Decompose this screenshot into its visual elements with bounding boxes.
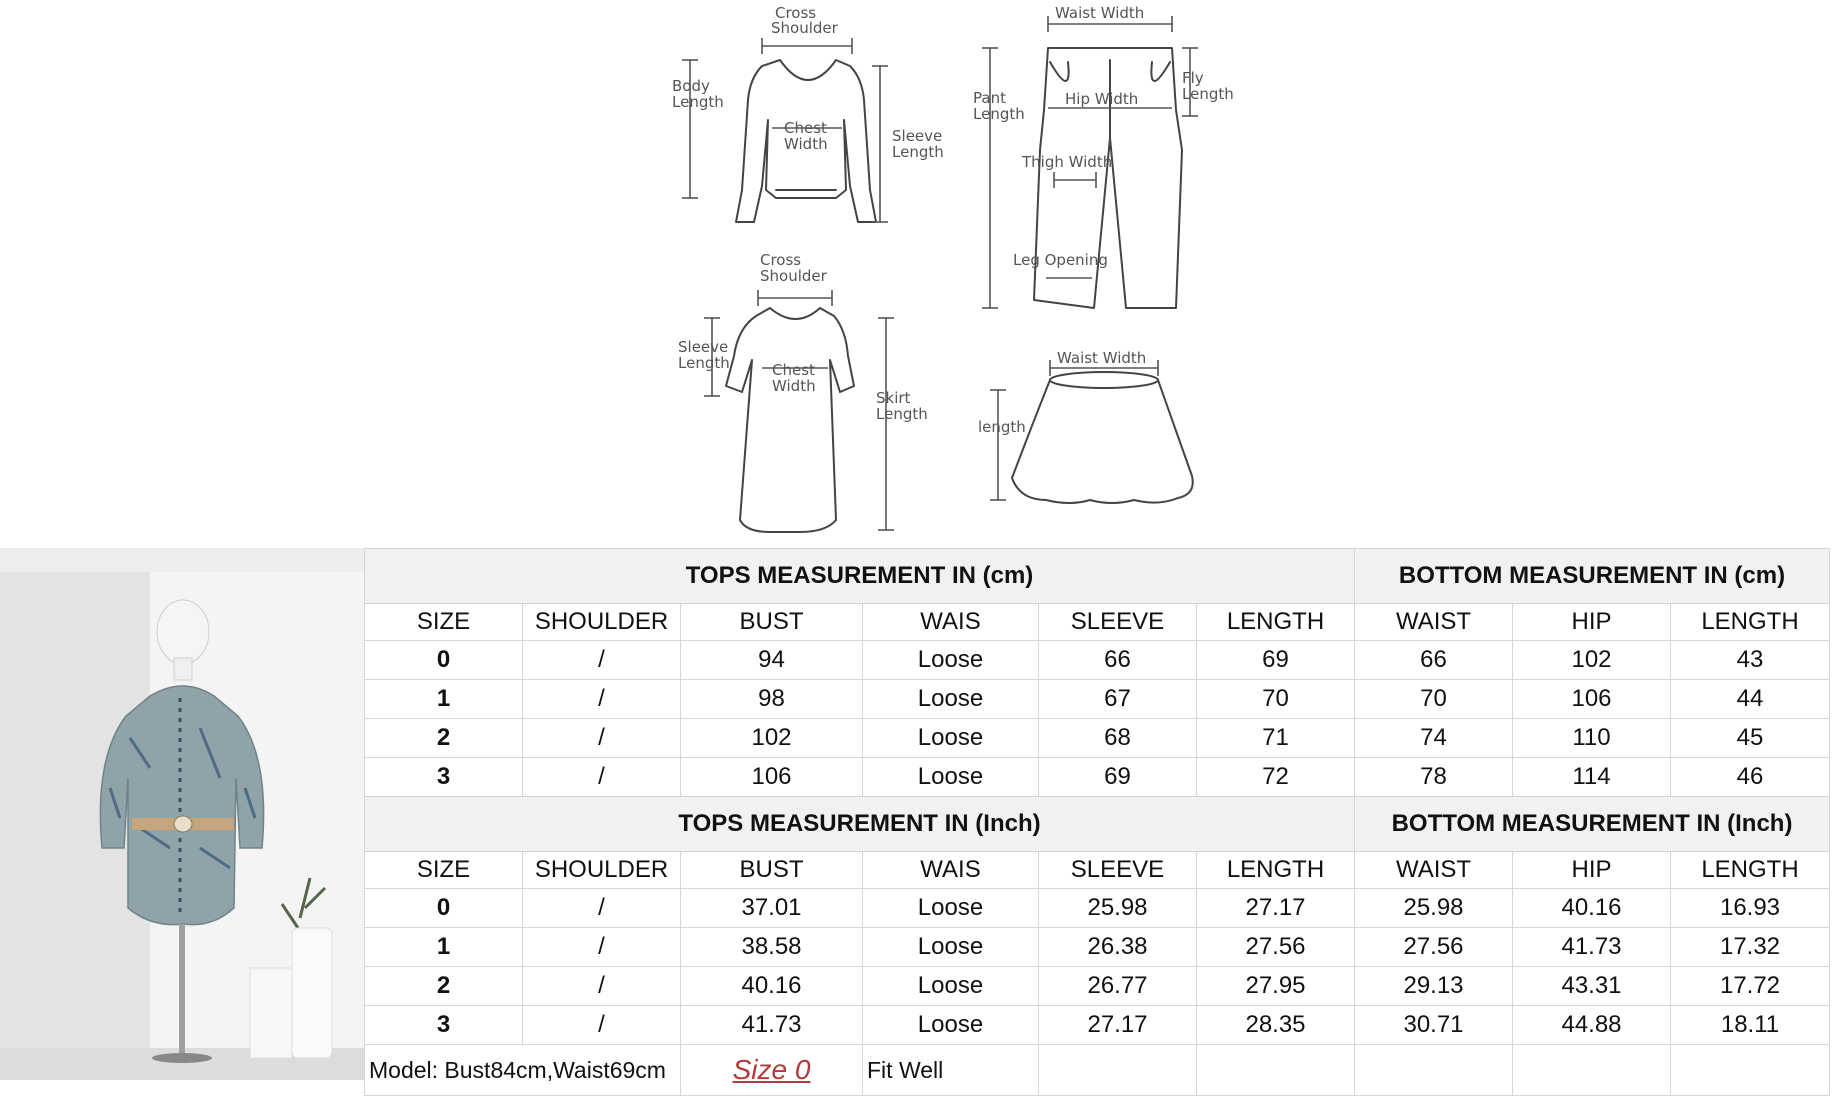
table-cell: 18.11	[1671, 1006, 1830, 1045]
table-cell: 41.73	[1513, 928, 1671, 967]
dress-diagram	[678, 251, 928, 532]
table-cell: /	[523, 680, 681, 719]
cm-row-size-2	[365, 719, 1830, 758]
table-cell: 1	[365, 680, 523, 719]
dress-skirt-label-1: Skirt	[876, 389, 911, 407]
inch-row-size-3	[365, 1006, 1830, 1045]
table-cell: 16.93	[1671, 889, 1830, 928]
pants-length-label-2: Length	[973, 105, 1025, 123]
top-cross-label-1: Cross	[775, 4, 817, 22]
empty-cell	[1197, 1045, 1355, 1096]
table-cell: 66	[1039, 641, 1197, 680]
pants-hip-label: Hip Width	[1065, 90, 1139, 108]
cm-header-bust: BUST	[681, 604, 863, 641]
cm-row-size-0	[365, 641, 1830, 680]
bottom-inch-title: BOTTOM MEASUREMENT IN (Inch)	[1355, 797, 1830, 852]
table-cell: 27.17	[1197, 889, 1355, 928]
cm-column-headers	[365, 604, 1830, 641]
pants-length-label-1: Pant	[973, 89, 1006, 107]
table-cell: 29.13	[1355, 967, 1513, 1006]
dress-sleeve-label-1: Sleeve	[678, 338, 729, 356]
inch-header-length: LENGTH	[1197, 852, 1355, 889]
table-cell: Loose	[863, 889, 1039, 928]
table-cell: 44	[1671, 680, 1830, 719]
table-cell: 38.58	[681, 928, 863, 967]
table-cell: /	[523, 641, 681, 680]
table-cell: 17.32	[1671, 928, 1830, 967]
table-cell: /	[523, 758, 681, 797]
cm-header-waist: WAIST	[1355, 604, 1513, 641]
top-chest-label-1: Chest	[784, 119, 827, 137]
table-cell: 70	[1355, 680, 1513, 719]
table-cell: 94	[681, 641, 863, 680]
model-size-cell	[681, 1045, 863, 1096]
table-cell: 17.72	[1671, 967, 1830, 1006]
dress-cross-label-1: Cross	[760, 251, 802, 269]
table-cell: 37.01	[681, 889, 863, 928]
skirt-waist-label: Waist Width	[1057, 349, 1147, 367]
empty-cell	[1513, 1045, 1671, 1096]
table-cell: 0	[365, 641, 523, 680]
inch-header-sleeve: SLEEVE	[1039, 852, 1197, 889]
top-garment-diagram	[672, 4, 944, 222]
bottom-cm-title: BOTTOM MEASUREMENT IN (cm)	[1355, 549, 1830, 604]
table-cell: 26.38	[1039, 928, 1197, 967]
table-cell: Loose	[863, 719, 1039, 758]
table-cell: 26.77	[1039, 967, 1197, 1006]
top-chest-label-2: Width	[784, 135, 828, 153]
table-cell: 66	[1355, 641, 1513, 680]
top-body-label-1: Body	[672, 77, 710, 95]
table-cell: /	[523, 889, 681, 928]
inch-header-waist: WAIST	[1355, 852, 1513, 889]
cm-header-wais: WAIS	[863, 604, 1039, 641]
table-cell: 69	[1039, 758, 1197, 797]
table-cell: 102	[681, 719, 863, 758]
table-cell: 27.17	[1039, 1006, 1197, 1045]
cm-row-size-1	[365, 680, 1830, 719]
inch-column-headers	[365, 852, 1830, 889]
table-cell: 43	[1671, 641, 1830, 680]
inch-row-size-0	[365, 889, 1830, 928]
top-sleeve-label-1: Sleeve	[892, 127, 943, 145]
table-cell: 27.56	[1355, 928, 1513, 967]
pants-leg-label: Leg Opening	[1013, 251, 1108, 269]
inch-header-shoulder: SHOULDER	[523, 852, 681, 889]
table-cell: 2	[365, 967, 523, 1006]
table-cell: Loose	[863, 680, 1039, 719]
table-cell: 2	[365, 719, 523, 758]
pants-fly-label-1: Fly	[1182, 69, 1204, 87]
table-cell: 41.73	[681, 1006, 863, 1045]
table-cell: /	[523, 928, 681, 967]
cm-header-length: LENGTH	[1197, 604, 1355, 641]
table-cell: /	[523, 1006, 681, 1045]
pants-waist-label: Waist Width	[1055, 4, 1145, 22]
table-cell: 110	[1513, 719, 1671, 758]
table-cell: 78	[1355, 758, 1513, 797]
table-cell: 69	[1197, 641, 1355, 680]
top-sleeve-label-2: Length	[892, 143, 944, 161]
table-cell: 3	[365, 758, 523, 797]
pants-diagram	[973, 4, 1234, 308]
table-cell: 74	[1355, 719, 1513, 758]
table-cell: 102	[1513, 641, 1671, 680]
tops-cm-title: TOPS MEASUREMENT IN (cm)	[365, 549, 1355, 604]
table-cell: 71	[1197, 719, 1355, 758]
table-cell: 114	[1513, 758, 1671, 797]
table-cell: 70	[1197, 680, 1355, 719]
table-cell: 40.16	[1513, 889, 1671, 928]
cm-header-sleeve: SLEEVE	[1039, 604, 1197, 641]
inch-section-header	[365, 797, 1830, 852]
model-size: Size 0	[732, 1054, 811, 1085]
inch-header-wais: WAIS	[863, 852, 1039, 889]
inch-header-size: SIZE	[365, 852, 523, 889]
dress-chest-label-1: Chest	[772, 361, 815, 379]
model-info-row	[365, 1045, 1830, 1096]
dress-skirt-label-2: Length	[876, 405, 928, 423]
table-cell: 98	[681, 680, 863, 719]
table-cell: 45	[1671, 719, 1830, 758]
table-cell: 27.56	[1197, 928, 1355, 967]
tops-inch-title: TOPS MEASUREMENT IN (Inch)	[365, 797, 1355, 852]
empty-cell	[1671, 1045, 1830, 1096]
table-cell: 30.71	[1355, 1006, 1513, 1045]
table-cell: /	[523, 967, 681, 1006]
model-fit: Fit Well	[863, 1045, 1039, 1096]
cm-header-hip: HIP	[1513, 604, 1671, 641]
model-measurements: Model: Bust84cm,Waist69cm	[365, 1045, 681, 1096]
cm-header-bottom-length: LENGTH	[1671, 604, 1830, 641]
table-cell: 67	[1039, 680, 1197, 719]
dress-chest-label-2: Width	[772, 377, 816, 395]
cm-header-shoulder: SHOULDER	[523, 604, 681, 641]
skirt-length-label: length	[978, 418, 1026, 436]
table-cell: 27.95	[1197, 967, 1355, 1006]
skirt-diagram	[978, 349, 1193, 503]
table-cell: 68	[1039, 719, 1197, 758]
empty-cell	[1355, 1045, 1513, 1096]
table-cell: 72	[1197, 758, 1355, 797]
cm-row-size-3	[365, 758, 1830, 797]
dress-cross-label-2: Shoulder	[760, 267, 827, 285]
table-cell: Loose	[863, 1006, 1039, 1045]
table-cell: 0	[365, 889, 523, 928]
table-cell: 25.98	[1355, 889, 1513, 928]
inch-header-hip: HIP	[1513, 852, 1671, 889]
inch-row-size-2	[365, 967, 1830, 1006]
table-cell: 43.31	[1513, 967, 1671, 1006]
table-cell: 1	[365, 928, 523, 967]
table-cell: 25.98	[1039, 889, 1197, 928]
size-chart-table	[364, 548, 1830, 1096]
model-photo	[0, 548, 364, 1080]
table-cell: 40.16	[681, 967, 863, 1006]
table-cell: 106	[681, 758, 863, 797]
pants-thigh-label: Thigh Width	[1022, 153, 1113, 171]
table-cell: 28.35	[1197, 1006, 1355, 1045]
table-cell: 106	[1513, 680, 1671, 719]
table-cell: /	[523, 719, 681, 758]
table-cell: Loose	[863, 758, 1039, 797]
dress-sleeve-label-2: Length	[678, 354, 730, 372]
inch-header-bust: BUST	[681, 852, 863, 889]
cm-section-header	[365, 549, 1830, 604]
table-cell: 44.88	[1513, 1006, 1671, 1045]
pants-fly-label-2: Length	[1182, 85, 1234, 103]
table-cell: Loose	[863, 967, 1039, 1006]
table-cell: Loose	[863, 641, 1039, 680]
table-cell: Loose	[863, 928, 1039, 967]
table-cell: 3	[365, 1006, 523, 1045]
top-cross-label-2: Shoulder	[771, 19, 838, 37]
cm-header-size: SIZE	[365, 604, 523, 641]
inch-row-size-1	[365, 928, 1830, 967]
top-body-label-2: Length	[672, 93, 724, 111]
inch-header-bottom-length: LENGTH	[1671, 852, 1830, 889]
empty-cell	[1039, 1045, 1197, 1096]
model-photo-svg	[0, 548, 364, 1080]
table-cell: 46	[1671, 758, 1830, 797]
